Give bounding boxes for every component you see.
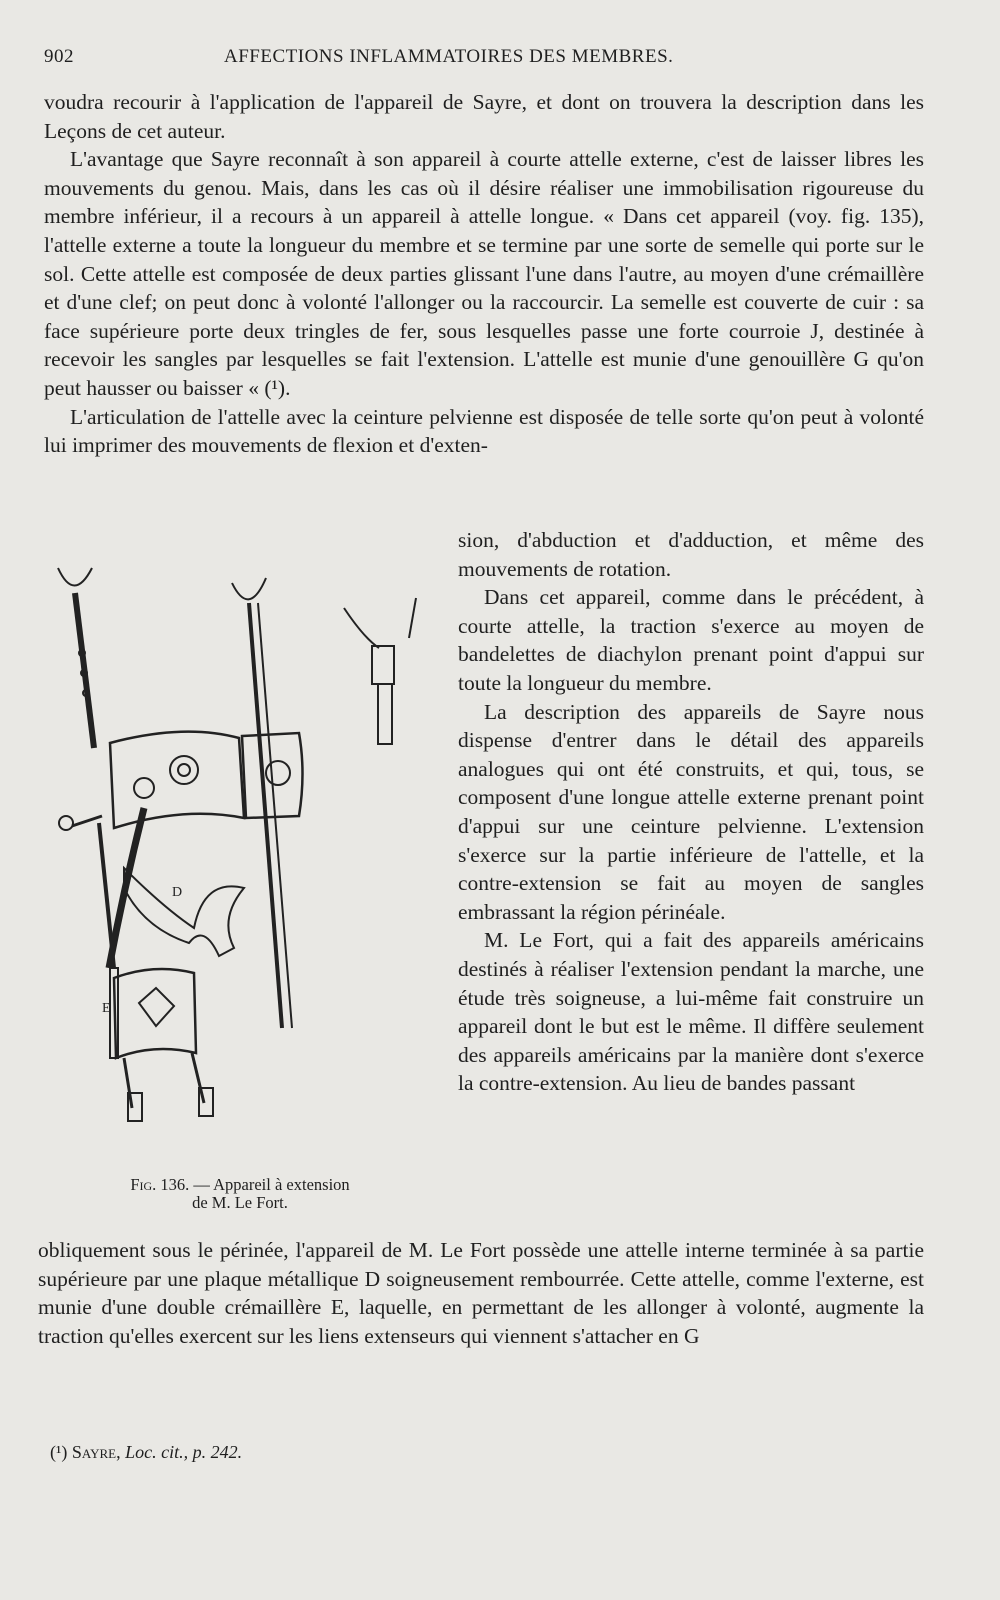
figure-letter-d: D bbox=[172, 885, 183, 900]
paragraph: sion, d'abduction et d'adduction, et même des mouvements de rotation. bbox=[458, 528, 924, 581]
paragraph: L'articulation de l'attelle avec la ceinture pelvienne est disposée de telle sorte qu'on peut à volonté lui imprimer des mouvements de flexion et d'exten- bbox=[44, 404, 924, 458]
right-column-text bbox=[458, 526, 924, 1098]
running-title: AFFECTIONS INFLAMMATOIRES DES MEMBRES. bbox=[224, 46, 674, 67]
top-text-block bbox=[44, 88, 924, 460]
brace-apparatus-drawing bbox=[44, 548, 444, 1138]
paragraph: L'avantage que Sayre reconnaît à son appareil à courte attelle externe, c'est de laisser libres les mouvements du genou. Mais, dans les cas où il désire réaliser une immobilisation rigoureuse du membre inférieur, il a recours à un appareil à attelle longue. « Dans cet appareil (voy. fig. 135), l'attelle externe a toute la longueur du membre et se termine par une sorte de semelle qui porte sur le sol. Cette attelle est composée de deux parties glissant l'une dans l'autre, au moyen d'une crémaillère et d'une clef; on peut donc à volonté l'allonger ou la raccourcir. La semelle est couverte de cuir : sa face supérieure porte deux tringles de fer, sous lesquelles passe une forte courroie J, destinée à recevoir les sangles par lesquelles se fait l'extension. L'attelle est munie d'une genouillère G qu'on peut hausser ou baisser « (¹). bbox=[44, 147, 924, 400]
page-number: 902 bbox=[44, 46, 74, 67]
figure-caption bbox=[70, 1176, 410, 1212]
figure-136-illustration bbox=[44, 548, 444, 1138]
paragraph: M. Le Fort, qui a fait des appareils américains destinés à réaliser l'extension pendant la marche, une étude très soigneuse, a lui-même fait construire un appareil dont le but est le même. Il diffère seulement des appareils américains par la manière dont s'exerce la contre-extension. Au lieu de bandes passant bbox=[458, 928, 924, 1096]
caption-line2: de M. Le Fort. bbox=[192, 1193, 288, 1212]
footnote-marker: (¹) bbox=[50, 1442, 68, 1462]
footnote-reference: Loc. cit., p. 242. bbox=[125, 1442, 243, 1462]
figure-label: Fig. 136. bbox=[130, 1175, 190, 1194]
footnote-author: Sayre, bbox=[71, 1442, 121, 1462]
bottom-text-block bbox=[38, 1236, 924, 1350]
caption-line1: — Appareil à extension bbox=[193, 1175, 350, 1194]
crutch-fork bbox=[58, 568, 92, 586]
paragraph: voudra recourir à l'application de l'appareil de Sayre, et dont on trouvera la description dans les Leçons de cet auteur. bbox=[44, 90, 924, 143]
footnote bbox=[50, 1442, 850, 1463]
paragraph: obliquement sous le périnée, l'appareil de M. Le Fort possède une attelle interne terminée à sa partie supérieure par une plaque métallique D soigneusement rembourrée. Cette attelle, comme l'externe, est munie d'une double crémaillère E, laquelle, en permettant de les allonger à volonté, augmente la traction qu'elles exercent sur les liens extenseurs qui viennent s'attacher en G bbox=[38, 1238, 924, 1348]
figure-letter-e: E bbox=[102, 1001, 111, 1016]
paragraph: La description des appareils de Sayre nous dispense d'entrer dans le détail des appareils analogues qui ont été construits, et qui, tous, se composent d'une longue attelle externe prenant point d'appui sur une ceinture pelvienne. L'extension s'exerce sur la partie inférieure de l'attelle, et la contre-extension se fait au moyen de sangles embrassant la région périnéale. bbox=[458, 699, 924, 924]
page-header bbox=[44, 46, 924, 80]
paragraph: Dans cet appareil, comme dans le précédent, à courte attelle, la traction s'exerce au moyen de bandelettes de diachylon prenant point d'appui sur toute la longueur du membre. bbox=[458, 585, 924, 695]
